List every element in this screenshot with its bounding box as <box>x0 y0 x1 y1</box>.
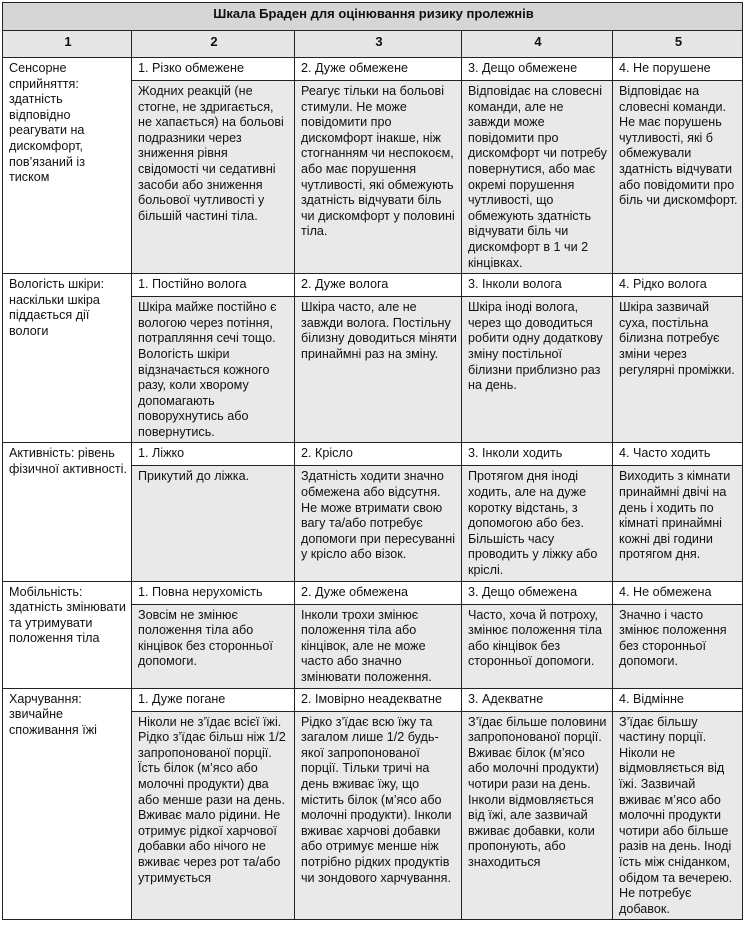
level-label: 4. Рідко волога <box>613 274 743 297</box>
table-title: Шкала Браден для оцінювання ризику пролежнів <box>3 3 743 31</box>
level-description: Шкіра майже постійно є вологою через потіння, потрапляння сечі тощо. Вологість шкіри відзначається кожного разу, коли хворому допомагають поворухнутись або повернутись. <box>132 297 295 443</box>
level-label: 2. Дуже волога <box>295 274 462 297</box>
level-label: 3. Інколи волога <box>462 274 613 297</box>
level-description: Реагує тільки на больові стимули. Не може повідомити про дискомфорт інакше, ніж стогнанням чи неспокоєм, або має порушення чутливості, які обмежують здатність відчувати біль чи дискомфорт у половині тіла. <box>295 81 462 274</box>
level-label: 1. Дуже погане <box>132 688 295 711</box>
criterion-label: Сенсорне сприйняття: здатність відповідно реагувати на дискомфорт, пов’язаний із тиском <box>3 58 132 274</box>
level-description: Часто, хоча й потроху, змінює положення тіла або кінцівок без сторонньої допомоги. <box>462 604 613 688</box>
level-description: Значно і часто змінює положення без сторонньої допомоги. <box>613 604 743 688</box>
level-description: Здатність ходити значно обмежена або відсутня. Не може втримати свою вагу та/або потребує допомоги при пересуванні у крісло або візок. <box>295 466 462 581</box>
level-label: 3. Інколи ходить <box>462 443 613 466</box>
level-description: Ніколи не з’їдає всієї їжі. Рідко з’їдає більш ніж 1/2 запропонованої порції. Їсть білок (м’ясо або молочні продукти) два або менше рази на день. Вживає мало рідини. Не отримує рідкої харчової добавки або нічого не вживає через рот та/або утримується <box>132 711 295 920</box>
level-description: Шкіра іноді волога, через що доводиться робити одну додаткову зміну постільної білизни приблизно раз на день. <box>462 297 613 443</box>
level-description: Протягом дня іноді ходить, але на дуже коротку відстань, з допомогою або без. Більшість часу проводить у ліжку або кріслі. <box>462 466 613 581</box>
criterion-level-row-activity <box>3 443 743 466</box>
level-label: 2. Дуже обмежена <box>295 581 462 604</box>
level-label: 3. Адекватне <box>462 688 613 711</box>
criterion-label: Харчування: звичайне споживання їжі <box>3 688 132 920</box>
level-description: З’їдає більше половини запропонованої порції. Вживає білок (м’ясо або молочні продукти) чотири рази на день. Інколи відмовляється від їжі, але зазвичай вживає добавки, коли пропонують, або знаходиться <box>462 711 613 920</box>
column-number: 5 <box>613 31 743 58</box>
criterion-level-row-sensory-perception <box>3 58 743 81</box>
criterion-label: Вологість шкіри: наскільки шкіра піддається дії вологи <box>3 274 132 443</box>
column-number: 3 <box>295 31 462 58</box>
level-description: Рідко з’їдає всю їжу та загалом лише 1/2 будь-якої запропонованої порції. Тільки тричі на день вживає їжу, що містить білок (м’ясо або молочні продукти). Інколи вживає харчові добавки або отримує менше ніж потрібно рідких продуктів чи зондового харчування. <box>295 711 462 920</box>
column-number: 4 <box>462 31 613 58</box>
level-description: Зовсім не змінює положення тіла або кінцівок без сторонньої допомоги. <box>132 604 295 688</box>
level-description: Відповідає на словесні команди, але не завжди може повідомити про дискомфорт чи потребу повернутися, або має окремі порушення чутливості, що обмежують здатність відчувати біль чи дискомфорт в 1 чи 2 кінцівках. <box>462 81 613 274</box>
level-description: Інколи трохи змінює положення тіла або кінцівок, але не може часто або значно змінювати положення. <box>295 604 462 688</box>
level-label: 2. Дуже обмежене <box>295 58 462 81</box>
level-label: 4. Часто ходить <box>613 443 743 466</box>
column-number-row <box>3 31 743 58</box>
table-title-row <box>3 3 743 31</box>
level-label: 1. Ліжко <box>132 443 295 466</box>
level-description: Відповідає на словесні команди. Не має порушень чутливості, які б обмежували здатність відчувати або повідомити про біль чи дискомфорт. <box>613 81 743 274</box>
braden-scale-table <box>2 2 743 920</box>
criterion-label: Активність: рівень фізичної активності. <box>3 443 132 581</box>
criterion-level-row-nutrition <box>3 688 743 711</box>
level-description: Жодних реакцій (не стогне, не здригається, не хапається) на больові подразники через зниження рівня свідомості чи седативні засоби або зниження больової чутливості у більшій частині тіла. <box>132 81 295 274</box>
level-label: 1. Повна нерухомість <box>132 581 295 604</box>
column-number: 2 <box>132 31 295 58</box>
criterion-level-row-mobility <box>3 581 743 604</box>
level-label: 3. Дещо обмежене <box>462 58 613 81</box>
level-label: 2. Крісло <box>295 443 462 466</box>
level-description: Шкіра зазвичай суха, постільна білизна потребує зміни через регулярні проміжки. <box>613 297 743 443</box>
level-label: 4. Не обмежена <box>613 581 743 604</box>
level-label: 2. Імовірно неадекватне <box>295 688 462 711</box>
level-label: 4. Відмінне <box>613 688 743 711</box>
level-description: Прикутий до ліжка. <box>132 466 295 581</box>
level-label: 1. Постійно волога <box>132 274 295 297</box>
level-description: З’їдає більшу частину порції. Ніколи не відмовляється від їжі. Зазвичай вживає м’ясо або молочні продукти чотири або більше разів на день. Іноді їсть між сніданком, обідом та вечерею. Не потребує добавок. <box>613 711 743 920</box>
criterion-label: Мобільність: здатність змінювати та утримувати положення тіла <box>3 581 132 688</box>
level-label: 1. Різко обмежене <box>132 58 295 81</box>
level-description: Виходить з кімнати принаймні двічі на день і ходить по кімнаті принаймні кожні дві години протягом дня. <box>613 466 743 581</box>
criterion-level-row-moisture <box>3 274 743 297</box>
level-label: 3. Дещо обмежена <box>462 581 613 604</box>
level-label: 4. Не порушене <box>613 58 743 81</box>
column-number: 1 <box>3 31 132 58</box>
level-description: Шкіра часто, але не завжди волога. Постільну білизну доводиться міняти принаймні раз на зміну. <box>295 297 462 443</box>
